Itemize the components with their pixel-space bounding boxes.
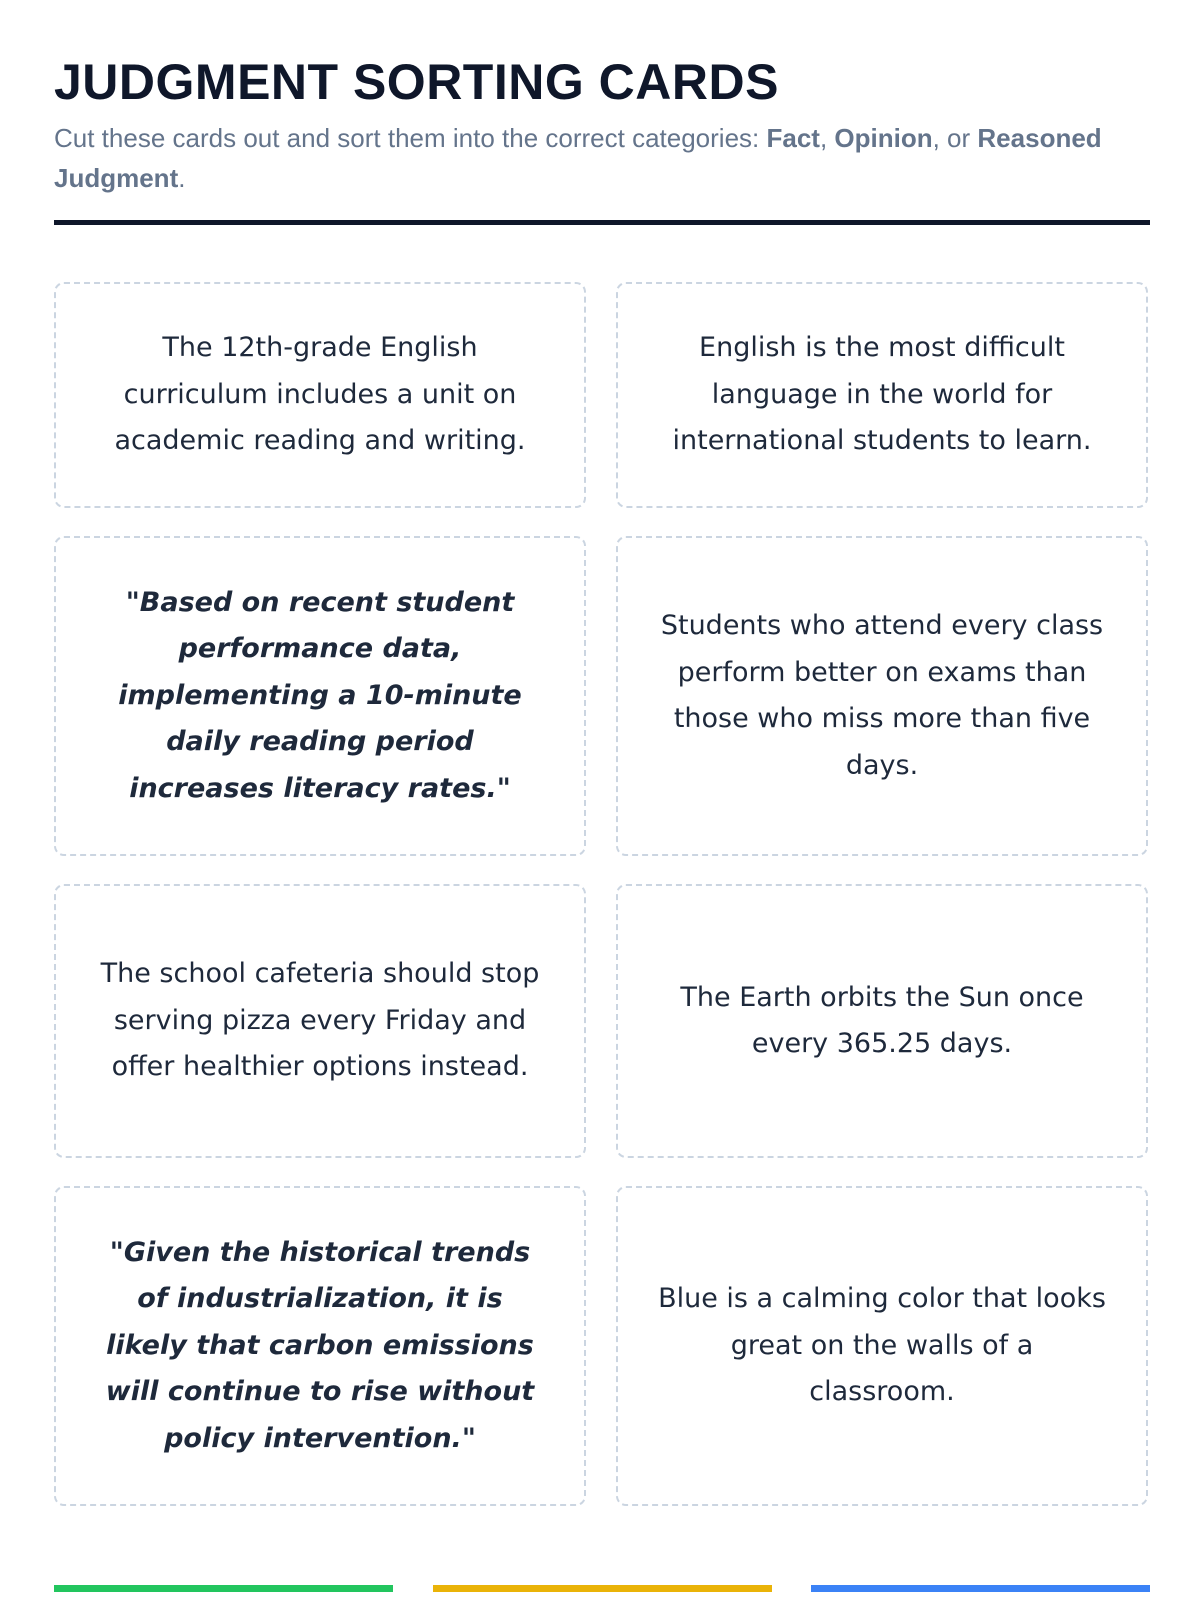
- worksheet-header: [54, 52, 1150, 198]
- category-opinion-label: Opinion: [834, 123, 933, 153]
- separator: ,: [819, 123, 835, 153]
- fact-category-bar: [54, 1585, 393, 1592]
- card-text: The 12th-grade English curriculum includes a unit on academic reading and writing.: [114, 332, 526, 457]
- instructions-text: Cut these cards out and sort them into the correct categories:: [54, 123, 767, 153]
- card-text: English is the most difficult language in the world for international students to learn.: [672, 332, 1092, 457]
- card-text: Blue is a calming color that looks great on the walls of a classroom.: [658, 1283, 1106, 1408]
- period: .: [178, 163, 186, 193]
- sorting-card[interactable]: [54, 884, 586, 1158]
- card-text: The school cafeteria should stop serving pizza every Friday and offer healthier options instead.: [100, 958, 540, 1083]
- sorting-card[interactable]: [54, 282, 586, 508]
- sorting-card[interactable]: [54, 1186, 586, 1506]
- instructions: [54, 118, 1150, 198]
- header-divider: [54, 220, 1150, 225]
- page-title: JUDGMENT SORTING CARDS: [54, 54, 779, 110]
- sorting-card[interactable]: [54, 536, 586, 856]
- category-reasoned-label: Reasoned Judgment: [54, 123, 1102, 193]
- sorting-card[interactable]: [616, 282, 1148, 508]
- sorting-card[interactable]: [616, 536, 1148, 856]
- card-text: The Earth orbits the Sun once every 365.25 days.: [680, 981, 1084, 1059]
- category-fact-label: Fact: [766, 123, 820, 153]
- separator: , or: [932, 123, 978, 153]
- card-text: Students who attend every class perform better on exams than those who miss more than five days.: [660, 610, 1104, 781]
- sorting-card[interactable]: [616, 1186, 1148, 1506]
- card-text: "Given the historical trends of industrialization, it is likely that carbon emissions will continue to rise without policy intervention.": [105, 1236, 535, 1454]
- sorting-card[interactable]: [616, 884, 1148, 1158]
- opinion-category-bar: [433, 1585, 772, 1592]
- card-text: "Based on recent student performance data, implementing a 10-minute daily reading period increases literacy rates.": [118, 586, 522, 804]
- reasoned-judgment-category-bar: [811, 1585, 1150, 1592]
